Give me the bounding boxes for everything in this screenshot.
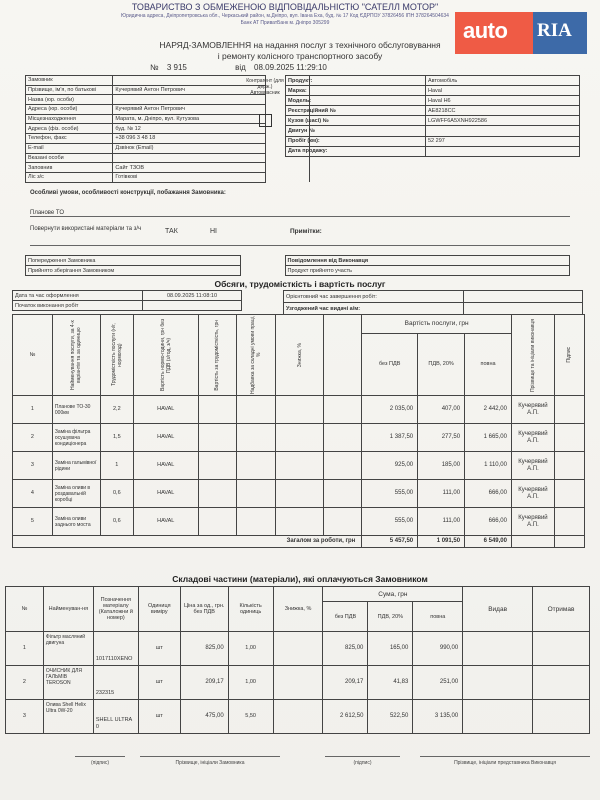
vehicle-field-value: АЕ8218СС bbox=[426, 106, 580, 116]
service-empty-cell bbox=[554, 480, 584, 508]
sig-line bbox=[420, 756, 590, 757]
service-name: Планове ТО-30 000км bbox=[52, 396, 100, 424]
handover-table bbox=[25, 255, 570, 276]
service-norm: HAVAL bbox=[133, 452, 198, 480]
col-sign: Підпис bbox=[566, 347, 573, 363]
logo-auto: auto bbox=[455, 12, 533, 54]
customer-row bbox=[26, 134, 310, 144]
parts-col-sum: Сума, грн bbox=[323, 587, 463, 602]
col-name: Найменування послуги, за 4-х варіантів та за одиницю bbox=[70, 320, 83, 390]
service-vat: 111,00 bbox=[418, 480, 465, 508]
part-name: Фільтр масляний двигуна bbox=[43, 632, 93, 666]
col-cost: Вартість за трудомісткість, грн bbox=[214, 319, 221, 391]
divider bbox=[30, 245, 570, 246]
col-executor: Прізвище та ініціали виконавця bbox=[529, 318, 536, 392]
col-normative: Вартість нормо-години, грн без ПДВ (з/год, з/ч) bbox=[159, 318, 172, 392]
service-empty-cell bbox=[324, 424, 362, 452]
service-empty-cell bbox=[276, 480, 324, 508]
parts-col-unit: Одиниця виміру bbox=[138, 587, 180, 632]
doc-date: 08.09.2025 11:29:10 bbox=[254, 63, 327, 72]
sig-line bbox=[140, 756, 280, 757]
service-full: 1 110,00 bbox=[465, 452, 512, 480]
doc-no-label: № bbox=[150, 63, 159, 72]
vehicle-table bbox=[285, 75, 580, 157]
service-row bbox=[13, 396, 585, 424]
parts-col-vat: ПДВ, 20% bbox=[368, 602, 413, 632]
part-vat: 165,00 bbox=[368, 632, 413, 666]
owner-checkbox[interactable] bbox=[259, 114, 272, 127]
service-empty-cell bbox=[324, 508, 362, 536]
customer-field-label: Адреса (юр. особи) bbox=[26, 105, 113, 115]
parts-col-received: Отримав bbox=[533, 587, 590, 632]
deadline-label: Орієнтовний час завершення робіт: bbox=[284, 291, 464, 303]
vehicle-field-label: Модель: bbox=[286, 96, 426, 106]
parts-col-price: Ціна за од., грн. без ПДВ bbox=[180, 587, 228, 632]
part-row bbox=[6, 632, 590, 666]
vehicle-row bbox=[286, 76, 580, 86]
special-conditions-value: Планове ТО bbox=[30, 210, 64, 216]
logo-ria: RIA bbox=[533, 12, 587, 54]
vehicle-field-label: Двигун № bbox=[286, 126, 426, 136]
customer-field-value bbox=[113, 153, 266, 163]
document-title bbox=[140, 40, 460, 62]
vehicle-field-label: Кузов (шасі) № bbox=[286, 116, 426, 126]
vehicle-field-value: Haval bbox=[426, 86, 580, 96]
part-empty-cell bbox=[533, 700, 590, 734]
sig-executor-name: Прізвище, ініціали представника Виконавця bbox=[454, 760, 556, 766]
customer-row bbox=[26, 163, 310, 173]
vehicle-field-value: Haval H6 bbox=[426, 96, 580, 106]
col-hours: Трудомісткість послуги (н/г, нормогод) bbox=[110, 323, 123, 387]
parts-col-qty: Кількість одиниць bbox=[228, 587, 273, 632]
special-conditions-label: Особливі умови, особливості конструкції, побажання Замовника: bbox=[30, 190, 226, 196]
part-price: 825,00 bbox=[180, 632, 228, 666]
part-full: 990,00 bbox=[413, 632, 463, 666]
service-empty-cell bbox=[276, 424, 324, 452]
service-empty-cell bbox=[554, 424, 584, 452]
part-full: 3 135,00 bbox=[413, 700, 463, 734]
part-vat: 41,83 bbox=[368, 666, 413, 700]
service-no-vat: 555,00 bbox=[362, 508, 418, 536]
parts-col-catalog: Позначення матеріалу (Каталожни й номер) bbox=[93, 587, 138, 632]
company-header bbox=[120, 2, 450, 27]
part-row bbox=[6, 666, 590, 700]
service-name: Заміна оливи в роздавальній коробці bbox=[52, 480, 100, 508]
service-empty-cell bbox=[554, 452, 584, 480]
vehicle-field-label: Дата продажу: bbox=[286, 146, 426, 156]
remarks-label: Примітки: bbox=[290, 228, 322, 235]
service-empty-cell bbox=[198, 480, 236, 508]
title-line-2: і ремонту колісного транспортного засобу bbox=[217, 51, 383, 61]
parts-col-name: Найменуван-ня bbox=[43, 587, 93, 632]
part-qty: 5,50 bbox=[228, 700, 273, 734]
handover-left-1: Попередження Замовника bbox=[26, 256, 241, 266]
sig-line bbox=[325, 756, 400, 757]
part-empty-cell bbox=[463, 700, 533, 734]
service-no: 5 bbox=[13, 508, 53, 536]
customer-field-value: Готівкові bbox=[113, 172, 266, 182]
part-empty-cell bbox=[533, 666, 590, 700]
service-empty-cell bbox=[324, 452, 362, 480]
service-empty-cell bbox=[276, 452, 324, 480]
part-catalog: 1017110XENO bbox=[93, 632, 138, 666]
part-empty-cell bbox=[463, 666, 533, 700]
service-empty-cell bbox=[198, 424, 236, 452]
owner-box bbox=[245, 78, 285, 129]
part-no: 3 bbox=[6, 700, 44, 734]
customer-field-label: E-mail bbox=[26, 143, 113, 153]
service-vat: 407,00 bbox=[418, 396, 465, 424]
service-row bbox=[13, 508, 585, 536]
col-full: повна bbox=[465, 333, 512, 395]
service-no: 1 bbox=[13, 396, 53, 424]
vehicle-field-label: Марка: bbox=[286, 86, 426, 96]
vehicle-row bbox=[286, 106, 580, 116]
customer-row bbox=[26, 143, 310, 153]
service-empty-cell bbox=[236, 508, 276, 536]
services-total-no-vat: 5 457,50 bbox=[362, 536, 418, 548]
service-no-vat: 2 035,00 bbox=[362, 396, 418, 424]
service-executor: Кучерявий А.П. bbox=[511, 480, 554, 508]
parts-col-no-vat: без ПДВ bbox=[323, 602, 368, 632]
service-empty-cell bbox=[236, 480, 276, 508]
part-row bbox=[6, 700, 590, 734]
service-full: 1 665,00 bbox=[465, 424, 512, 452]
parts-col-full: повна bbox=[413, 602, 463, 632]
parts-col-no: № bbox=[6, 587, 44, 632]
part-name: ОЧИСНИК ДЛЯ ГАЛЬМІВ TEROSON bbox=[43, 666, 93, 700]
service-empty-cell bbox=[198, 396, 236, 424]
company-name: ТОВАРИСТВО З ОБМЕЖЕНОЮ ВІДПОВІДАЛЬНІСТЮ "САТЕЛЛ МОТОР" bbox=[131, 2, 439, 12]
customer-field-value bbox=[113, 76, 266, 86]
vehicle-field-label: Реєстраційний № bbox=[286, 106, 426, 116]
vehicle-row bbox=[286, 116, 580, 126]
part-no: 1 bbox=[6, 632, 44, 666]
service-full: 666,00 bbox=[465, 480, 512, 508]
service-empty-cell bbox=[276, 396, 324, 424]
part-empty-cell bbox=[273, 632, 323, 666]
customer-row bbox=[26, 172, 310, 182]
col-price-header: Вартість послуги, грн bbox=[362, 315, 512, 334]
sig-customer: (підпис) bbox=[90, 760, 110, 766]
service-full: 666,00 bbox=[465, 508, 512, 536]
service-no-vat: 1 387,50 bbox=[362, 424, 418, 452]
sig-customer-name: Прізвище, ініціали Замовника bbox=[175, 760, 245, 766]
vehicle-row bbox=[286, 96, 580, 106]
part-no-vat: 825,00 bbox=[323, 632, 368, 666]
part-unit: шт bbox=[138, 632, 180, 666]
vehicle-row bbox=[286, 86, 580, 96]
part-catalog: 232315 bbox=[93, 666, 138, 700]
sig-line bbox=[75, 756, 125, 757]
services-table bbox=[12, 314, 585, 548]
customer-field-value: буд. № 12 bbox=[113, 124, 266, 134]
service-empty-cell bbox=[554, 508, 584, 536]
vehicle-field-label: Пробіг (км): bbox=[286, 136, 426, 146]
service-executor: Кучерявий А.П. bbox=[511, 424, 554, 452]
service-empty-cell bbox=[324, 480, 362, 508]
doc-date-label: від bbox=[235, 63, 246, 72]
services-title: Обсяги, трудомісткість і вартість послуг bbox=[214, 279, 386, 289]
service-name: Заміна оливи заднього моста bbox=[52, 508, 100, 536]
customer-field-label: Адреса (фіз. особи) bbox=[26, 124, 113, 134]
handover-left-2: Прийнято зберігання Замовником bbox=[26, 266, 241, 276]
service-empty-cell bbox=[198, 508, 236, 536]
date-value: 08.09.2025 11:08:10 bbox=[143, 291, 242, 301]
services-total-full: 6 549,00 bbox=[465, 536, 512, 548]
col-surcharge: Надбавка за складні умови праці, % bbox=[250, 315, 263, 395]
vehicle-row bbox=[286, 126, 580, 136]
doc-no: 3 915 bbox=[166, 63, 187, 72]
col-no-vat: без ПДВ bbox=[362, 333, 418, 395]
customer-row bbox=[26, 153, 310, 163]
service-norm: HAVAL bbox=[133, 480, 198, 508]
customer-field-label: Телефон, факс bbox=[26, 134, 113, 144]
service-empty-cell bbox=[198, 452, 236, 480]
service-empty-cell bbox=[324, 396, 362, 424]
service-hours: 1 bbox=[100, 452, 133, 480]
service-executor: Кучерявий А.П. bbox=[511, 452, 554, 480]
part-qty: 1,00 bbox=[228, 632, 273, 666]
document-number bbox=[150, 63, 333, 72]
part-price: 209,17 bbox=[180, 666, 228, 700]
customer-field-value: Сайт ТЗОВ bbox=[113, 163, 266, 173]
customer-spacer bbox=[266, 163, 310, 173]
return-no[interactable]: НІ bbox=[210, 228, 217, 235]
customer-field-value: Марата, м. Дніпро, вул. Кутузова bbox=[113, 114, 266, 124]
customer-field-label: Місцезнаходження bbox=[26, 114, 113, 124]
customer-field-label: Назва (юр. особи) bbox=[26, 95, 113, 105]
return-yes[interactable]: ТАК bbox=[165, 228, 178, 235]
vehicle-field-label: Продукт: bbox=[286, 76, 426, 86]
return-parts-label: Повернути використані матеріали та з/ч bbox=[30, 226, 142, 232]
part-vat: 522,50 bbox=[368, 700, 413, 734]
service-vat: 185,00 bbox=[418, 452, 465, 480]
parts-title: Складові частини (матеріали), які оплачуються Замовником bbox=[172, 574, 428, 584]
services-deadline-table bbox=[283, 290, 583, 315]
autoria-logo[interactable] bbox=[455, 12, 587, 54]
service-empty-cell bbox=[236, 396, 276, 424]
agreed-label: Узгоджений час видачі а/м: bbox=[284, 303, 464, 315]
service-empty-cell bbox=[276, 508, 324, 536]
service-no: 2 bbox=[13, 424, 53, 452]
part-no-vat: 2 612,50 bbox=[323, 700, 368, 734]
service-hours: 2,2 bbox=[100, 396, 133, 424]
part-name: Олива Shell Helix Ultra 0W-20 bbox=[43, 700, 93, 734]
service-vat: 111,00 bbox=[418, 508, 465, 536]
title-line-1: НАРЯД-ЗАМОВЛЕННЯ на надання послуг з технічного обслуговування bbox=[159, 40, 441, 50]
service-full: 2 442,00 bbox=[465, 396, 512, 424]
service-vat: 277,50 bbox=[418, 424, 465, 452]
service-name: Заміна фільтра осушувача кондиціонера bbox=[52, 424, 100, 452]
service-empty-cell bbox=[236, 452, 276, 480]
services-date-table bbox=[12, 290, 242, 311]
parts-table bbox=[5, 586, 590, 734]
service-empty-cell bbox=[236, 424, 276, 452]
service-norm: HAVAL bbox=[133, 424, 198, 452]
service-hours: 1,5 bbox=[100, 424, 133, 452]
part-empty-cell bbox=[463, 632, 533, 666]
reception-label: Початок виконання робіт bbox=[13, 301, 143, 311]
part-empty-cell bbox=[273, 666, 323, 700]
part-price: 475,00 bbox=[180, 700, 228, 734]
parts-col-discount: Знижка, % bbox=[273, 587, 323, 632]
part-catalog: SHELL ULTRA 0 bbox=[93, 700, 138, 734]
service-executor: Кучерявий А.П. bbox=[511, 396, 554, 424]
divider bbox=[30, 216, 570, 217]
service-row bbox=[13, 424, 585, 452]
customer-field-value: +38 096 3 48 18 bbox=[113, 134, 266, 144]
part-no: 2 bbox=[6, 666, 44, 700]
customer-field-label: Заповнив bbox=[26, 163, 113, 173]
vehicle-field-value bbox=[426, 126, 580, 136]
col-no: № bbox=[13, 315, 53, 396]
handover-right-1: Повідомлення від Виконавця bbox=[285, 256, 569, 266]
vehicle-field-value: 52 297 bbox=[426, 136, 580, 146]
service-no-vat: 555,00 bbox=[362, 480, 418, 508]
service-name: Заміна гальмівної рідини bbox=[52, 452, 100, 480]
service-no-vat: 925,00 bbox=[362, 452, 418, 480]
service-no: 4 bbox=[13, 480, 53, 508]
owner-label: Контрагент (для держ.) Автовласник bbox=[246, 78, 284, 96]
customer-field-value: Кучерявий Антон Петрович bbox=[113, 85, 266, 95]
part-qty: 1,00 bbox=[228, 666, 273, 700]
service-executor: Кучерявий А.П. bbox=[511, 508, 554, 536]
col-vat: ПДВ, 20% bbox=[418, 333, 465, 395]
service-norm: HAVAL bbox=[133, 508, 198, 536]
part-unit: шт bbox=[138, 666, 180, 700]
services-total-label: Загалом за роботи, грн bbox=[13, 536, 362, 548]
company-address: Юридична адреса, Дніпропетровська обл., Черкаський район, м.Дніпро, вул. Івана Еха, буд. № 17 Код ЄДРПОУ 37826456 ІПН 378264504634 Банк АТ ПриватБанк м. Дніпро 305299 bbox=[121, 13, 449, 26]
customer-field-label: Ліс з/с bbox=[26, 172, 113, 182]
part-empty-cell bbox=[273, 700, 323, 734]
vehicle-field-value bbox=[426, 146, 580, 156]
customer-field-value: Кучерявий Антон Петрович bbox=[113, 105, 266, 115]
vehicle-row bbox=[286, 136, 580, 146]
service-hours: 0,6 bbox=[100, 508, 133, 536]
vehicle-row bbox=[286, 146, 580, 156]
customer-field-value: Дзвінок (Email) bbox=[113, 143, 266, 153]
vehicle-field-value: LGWFF6A5XNH922586 bbox=[426, 116, 580, 126]
service-hours: 0,6 bbox=[100, 480, 133, 508]
service-no: 3 bbox=[13, 452, 53, 480]
date-label: Дата та час оформлення bbox=[13, 291, 143, 301]
sig-executor: (підпис) bbox=[353, 760, 372, 766]
part-empty-cell bbox=[533, 632, 590, 666]
customer-field-label: Прізвище, ім'я, по батькові bbox=[26, 85, 113, 95]
customer-field-value bbox=[113, 95, 266, 105]
customer-field-label: Замовник bbox=[26, 76, 113, 86]
vehicle-field-value: Автомобіль bbox=[426, 76, 580, 86]
service-row bbox=[13, 480, 585, 508]
customer-spacer bbox=[266, 172, 310, 182]
part-unit: шт bbox=[138, 700, 180, 734]
col-discount: Знижка, % bbox=[296, 342, 303, 368]
customer-field-label: Вказані особи bbox=[26, 153, 113, 163]
services-total-vat: 1 091,50 bbox=[418, 536, 465, 548]
service-row bbox=[13, 452, 585, 480]
service-empty-cell bbox=[554, 396, 584, 424]
service-norm: HAVAL bbox=[133, 396, 198, 424]
part-full: 251,00 bbox=[413, 666, 463, 700]
handover-right-2: Продукт прийнято участь bbox=[285, 266, 569, 276]
parts-col-issued: Видав bbox=[463, 587, 533, 632]
part-no-vat: 209,17 bbox=[323, 666, 368, 700]
